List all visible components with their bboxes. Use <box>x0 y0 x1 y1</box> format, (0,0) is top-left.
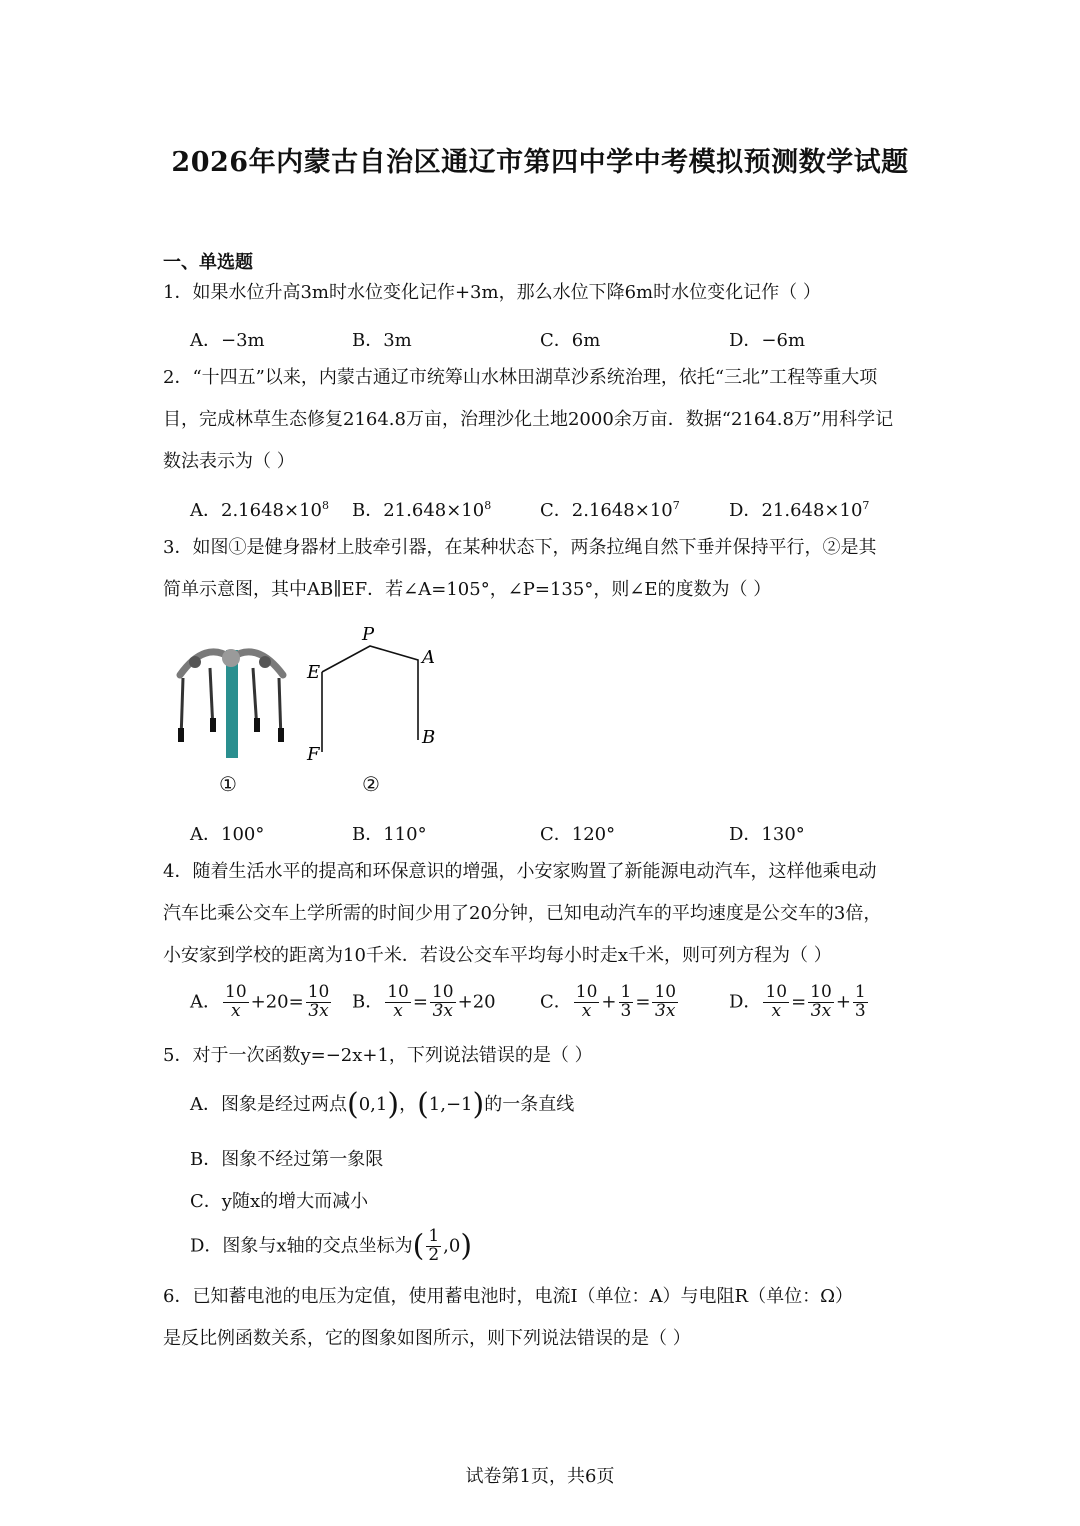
question-6-line-2: 是反比例函数关系，它的图象如图所示，则下列说法错误的是（ ） <box>163 1328 691 1349</box>
question-2-line-2: 目，完成林草生态修复2164.8万亩，治理沙化土地2000余万亩．数据“2164.8万”用科学记 <box>163 409 894 430</box>
question-3-line-1: 3．如图①是健身器材上肢牵引器，在某种状态下，两条拉绳自然下垂并保持平行，②是其 <box>163 537 877 558</box>
page-footer: 试卷第1页，共6页 <box>465 1466 615 1487</box>
question-2-line-1: 2．“十四五”以来，内蒙古通辽市统筹山水林田湖草沙系统治理，依托“三北”工程等重大项 <box>163 367 878 388</box>
schematic-diagram <box>300 620 450 770</box>
section-heading: 一、单选题 <box>163 252 253 273</box>
q4-option-c: C． $\frac{10}{x}$ + $\frac{1}{3}$ = $\frac{10}{3x}$ <box>540 982 677 1021</box>
question-2-line-3: 数法表示为（ ） <box>163 451 295 472</box>
point-e-label: E <box>307 662 321 683</box>
q4-option-b: B． $\frac{10}{x}$ = $\frac{10}{3x}$ +20 <box>352 982 496 1021</box>
figure-1-label: ① <box>219 772 237 796</box>
page-title: 2026年内蒙古自治区通辽市第四中学中考模拟预测数学试题 <box>171 147 909 178</box>
q5-option-d: D．图象与x轴的交点坐标为( $\frac{1}{2}$ ,0) <box>190 1226 473 1265</box>
q2-option-c: C．$2.1648\times 10^7$ <box>540 499 680 521</box>
fitness-equipment-image <box>165 630 295 760</box>
question-4-line-2: 汽车比乘公交车上学所需的时间少用了20分钟，已知电动汽车的平均速度是公交车的3倍， <box>163 903 882 924</box>
q1-option-a: A．−3m <box>190 330 265 351</box>
q5-option-c: C．y随x的增大而减小 <box>190 1191 369 1212</box>
equipment-hub <box>222 649 240 667</box>
q3-option-c: C．120° <box>540 824 616 845</box>
line-epab <box>322 646 418 740</box>
q4-option-d: D． $\frac{10}{x}$ = $\frac{10}{3x}$ + $\frac{1}{3}$ <box>729 982 866 1021</box>
q3-option-b: B．110° <box>352 824 427 845</box>
question-4-line-1: 4．随着生活水平的提高和环保意识的增强，小安家购置了新能源电动汽车，这样他乘电动 <box>163 861 877 882</box>
q3-option-d: D．130° <box>729 824 805 845</box>
q3-option-a: A．100° <box>190 824 265 845</box>
question-3-line-2: 简单示意图，其中AB∥EF．若∠A=105°，∠P=135°，则∠E的度数为（ ） <box>163 579 772 600</box>
question-1-text: 1．如果水位升高3m时水位变化记作+3m，那么水位下降6m时水位变化记作（ ） <box>163 282 821 303</box>
point-a-label: A <box>422 647 435 668</box>
q5-option-b: B．图象不经过第一象限 <box>190 1149 384 1170</box>
question-4-line-3: 小安家到学校的距离为10千米．若设公交车平均每小时走x千米，则可列方程为（ ） <box>163 945 832 966</box>
figure-2-label: ② <box>362 772 380 796</box>
point-p-label: P <box>362 624 375 645</box>
point-f-label: F <box>307 744 320 765</box>
question-5-text: 5．对于一次函数y=−2x+1，下列说法错误的是（ ） <box>163 1045 593 1066</box>
q1-option-c: C．6m <box>540 330 601 351</box>
q2-option-b: B．$21.648\times 10^8$ <box>352 499 492 521</box>
q2-option-d: D．$21.648\times 10^7$ <box>729 499 870 521</box>
q1-option-d: D．−6m <box>729 330 806 351</box>
q4-option-a: A． $\frac{10}{x}$ +20= $\frac{10}{3x}$ <box>190 982 330 1021</box>
q1-option-b: B．3m <box>352 330 412 351</box>
question-6-line-1: 6．已知蓄电池的电压为定值，使用蓄电池时，电流I（单位：A）与电阻R（单位：Ω） <box>163 1286 854 1307</box>
q2-option-a: A．$2.1648\times 10^8$ <box>190 499 329 521</box>
point-b-label: B <box>422 727 436 748</box>
q5-option-a: A．图象是经过两点(0,1)，(1,−1)的一条直线 <box>190 1087 575 1122</box>
